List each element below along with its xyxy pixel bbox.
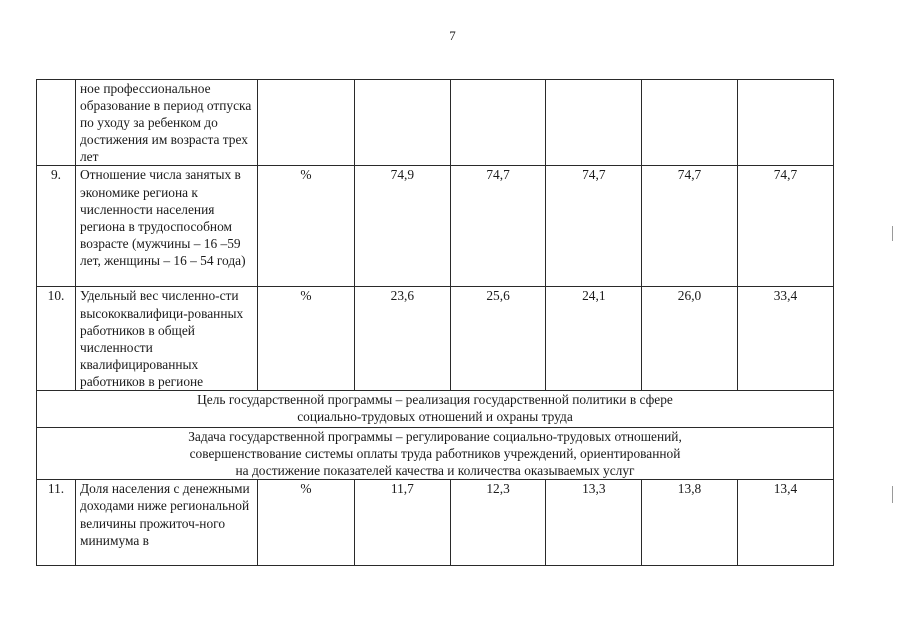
value-cell: 23,6 — [355, 287, 451, 391]
value-cell — [642, 80, 738, 166]
task-section-row — [37, 428, 834, 480]
table-row — [37, 480, 834, 566]
unit-cell: % — [258, 166, 355, 287]
value-cell: 74,7 — [642, 166, 738, 287]
row-number-cell: 10. — [37, 287, 76, 391]
row-number-cell: 11. — [37, 480, 76, 566]
task-line: совершенствование системы оплаты труда работников учреждений, ориентированной — [189, 446, 681, 462]
value-cell: 13,4 — [737, 480, 833, 566]
unit-cell: % — [258, 480, 355, 566]
value-cell: 24,1 — [546, 287, 642, 391]
indicator-name-cell: Отношение числа занятых в экономике региона к численности населения региона в трудоспособном возрасте (мужчины – 16 –59 лет, женщины – 16 – 54 года) — [76, 166, 258, 287]
value-cell: 13,8 — [642, 480, 738, 566]
page-number: 7 — [449, 28, 456, 43]
scan-mark — [892, 486, 893, 503]
task-line: на достижение показателей качества и количества оказываемых услуг — [235, 463, 635, 479]
value-cell: 74,7 — [737, 166, 833, 287]
indicator-name-cell: ное профессиональное образование в период отпуска по уходу за ребенком до достижения им возраста трех лет — [76, 80, 258, 166]
value-cell: 25,6 — [450, 287, 546, 391]
value-cell: 74,7 — [450, 166, 546, 287]
table-row — [37, 166, 834, 287]
value-cell — [546, 80, 642, 166]
value-cell: 26,0 — [642, 287, 738, 391]
value-cell: 12,3 — [450, 480, 546, 566]
value-cell — [450, 80, 546, 166]
goal-section-row — [37, 391, 834, 428]
table-row — [37, 80, 834, 166]
goal-section-cell — [37, 391, 834, 428]
value-cell — [355, 80, 451, 166]
table-row — [37, 287, 834, 391]
row-number-cell — [37, 80, 76, 166]
unit-cell — [258, 80, 355, 166]
goal-line: социально-трудовых отношений и охраны труда — [297, 409, 573, 425]
scan-mark — [892, 226, 893, 241]
indicators-table — [36, 79, 834, 566]
value-cell: 74,7 — [546, 166, 642, 287]
task-section-cell — [37, 428, 834, 480]
unit-cell: % — [258, 287, 355, 391]
value-cell: 74,9 — [355, 166, 451, 287]
value-cell: 33,4 — [737, 287, 833, 391]
indicator-name-cell: Доля населения с денежными доходами ниже региональной величины прожиточ-ного минимума в — [76, 480, 258, 566]
value-cell: 13,3 — [546, 480, 642, 566]
goal-line: Цель государственной программы – реализация государственной политики в сфере — [197, 392, 673, 408]
value-cell — [737, 80, 833, 166]
row-number-cell: 9. — [37, 166, 76, 287]
task-line: Задача государственной программы – регулирование социально-трудовых отношений, — [188, 429, 682, 445]
value-cell: 11,7 — [355, 480, 451, 566]
indicator-name-cell: Удельный вес численно-сти высококвалифици-рованных работников в общей численности квалифицированных работников в регионе — [76, 287, 258, 391]
